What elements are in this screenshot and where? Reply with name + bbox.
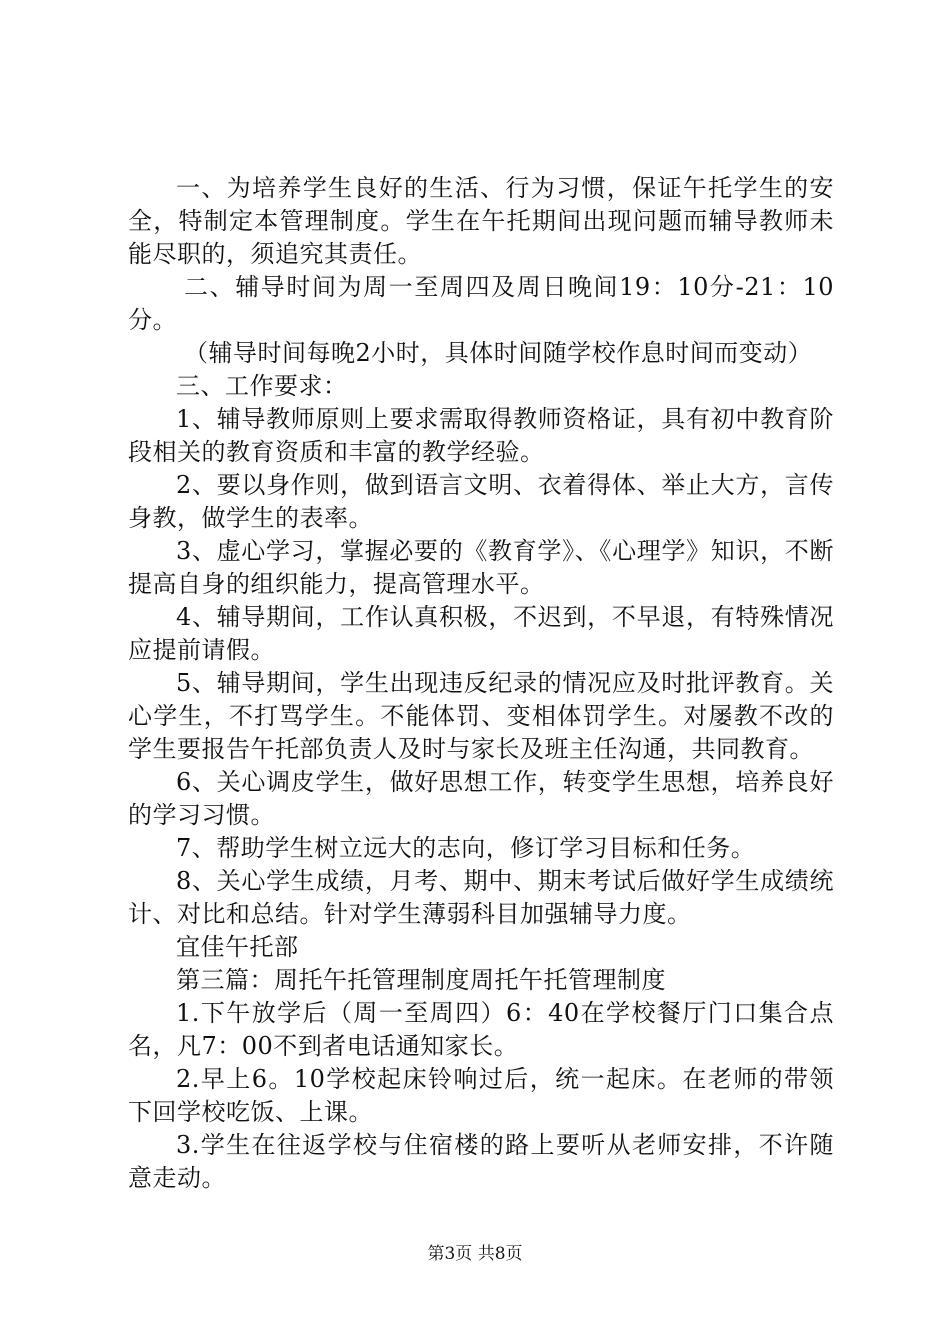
paragraph-section-title: 第三篇：周托午托管理制度周托午托管理制度 [176, 966, 666, 994]
paragraph-requirement-3: 3、虚心学习，掌握必要的《教育学》、《心理学》知识，不断提高自身的组织能力，提高管理水平。 [128, 537, 834, 598]
paragraph-tutoring-time: 二、辅导时间为周一至周四及周日晚间19：10分-21：10分。 [128, 273, 834, 334]
paragraph-requirement-1: 1、辅导教师原则上要求需取得教师资格证，具有初中教育阶段相关的教育资质和丰富的教学经验。 [128, 405, 834, 466]
document-body [128, 172, 834, 1195]
paragraph-requirement-7: 7、帮助学生树立远大的志向，修订学习目标和任务。 [176, 834, 756, 862]
paragraph-requirement-8: 8、关心学生成绩，月考、期中、期末考试后做好学生成绩统计、对比和总结。针对学生薄弱科目加强辅导力度。 [128, 867, 834, 928]
paragraph-requirement-6: 6、关心调皮学生，做好思想工作，转变学生思想，培养良好的学习习惯。 [128, 768, 834, 829]
paragraph-purpose: 一、为培养学生良好的生活、行为习惯，保证午托学生的安全，特制定本管理制度。学生在午托期间出现问题而辅导教师未能尽职的，须追究其责任。 [128, 174, 834, 268]
paragraph-work-requirements-heading: 三、工作要求： [176, 372, 348, 400]
paragraph-rule-2: 2.早上6。10学校起床铃响过后，统一起床。在老师的带领下回学校吃饭、上课。 [128, 1065, 834, 1126]
paragraph-signature: 宜佳午托部 [176, 933, 299, 961]
paragraph-requirement-5: 5、辅导期间，学生出现违反纪录的情况应及时批评教育。关心学生，不打骂学生。不能体罚、变相体罚学生。对屡教不改的学生要报告午托部负责人及时与家长及班主任沟通，共同教育。 [128, 669, 834, 763]
paragraph-rule-3: 3.学生在往返学校与住宿楼的路上要听从老师安排，不许随意走动。 [128, 1131, 834, 1192]
paragraph-rule-1: 1.下午放学后（周一至周四）6：40在学校餐厅门口集合点名，凡7：00不到者电话通知家长。 [128, 999, 834, 1060]
page-number-footer: 第3页 共8页 [427, 1244, 523, 1264]
paragraph-requirement-2: 2、要以身作则，做到语言文明、衣着得体、举止大方，言传身教，做学生的表率。 [128, 471, 834, 532]
paragraph-time-note: （辅导时间每晚2小时，具体时间随学校作息时间而变动） [184, 339, 813, 367]
paragraph-requirement-4: 4、辅导期间，工作认真积极，不迟到，不早退，有特殊情况应提前请假。 [128, 603, 834, 664]
